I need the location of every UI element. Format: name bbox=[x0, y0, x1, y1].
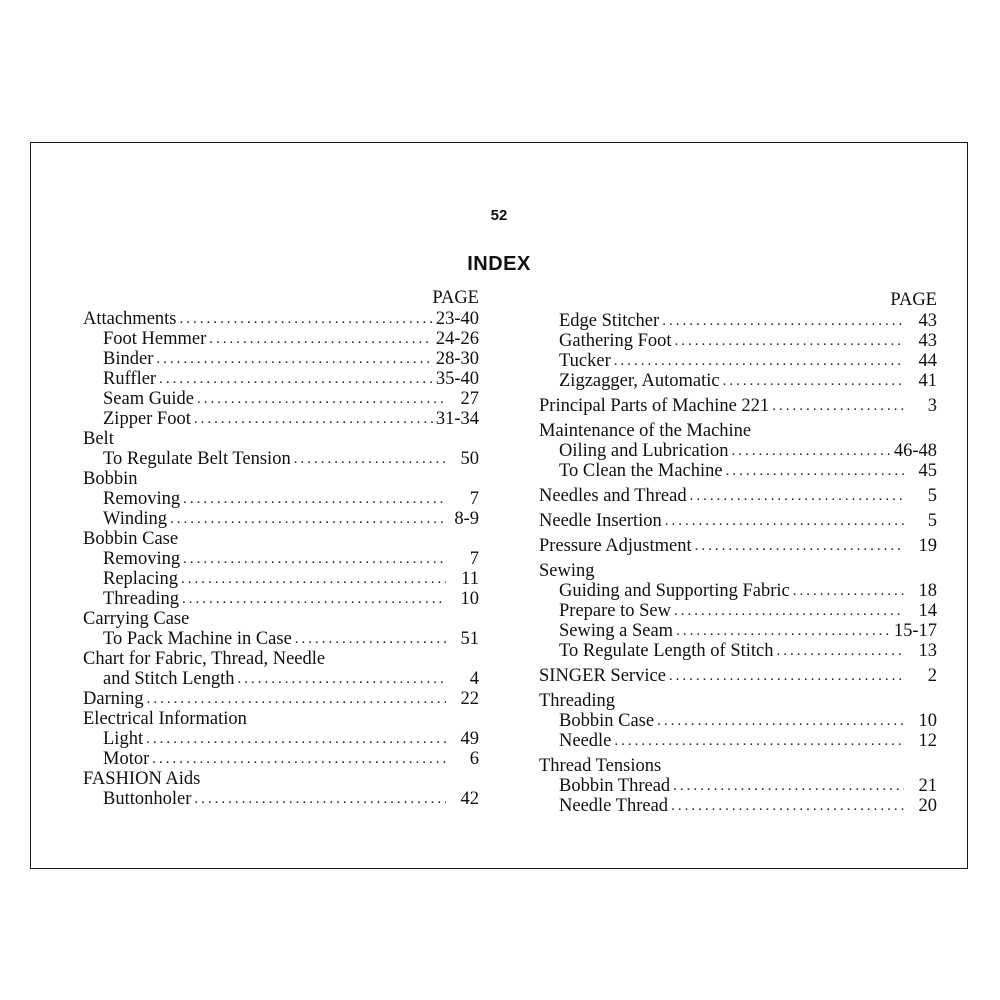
index-entry bbox=[539, 461, 937, 481]
leader-dots bbox=[669, 666, 904, 686]
entry-page: 41 bbox=[918, 371, 937, 391]
leader-dots bbox=[695, 536, 904, 556]
index-entry bbox=[83, 509, 479, 529]
index-entry bbox=[539, 641, 937, 661]
entry-page: 23-40 bbox=[435, 309, 479, 329]
entry-label: Sewing a Seam bbox=[559, 621, 674, 641]
leader-dots bbox=[732, 441, 891, 461]
index-entry bbox=[83, 749, 479, 769]
index-entry bbox=[83, 729, 479, 749]
leader-dots bbox=[180, 309, 433, 329]
index-entry bbox=[83, 329, 479, 349]
entry-label: Principal Parts of Machine 221 bbox=[539, 396, 770, 416]
index-entry bbox=[83, 669, 479, 689]
entry-label: Light bbox=[103, 729, 144, 749]
page-column-header: PAGE bbox=[890, 290, 937, 310]
leader-dots bbox=[665, 511, 904, 531]
entry-label: Replacing bbox=[103, 569, 179, 589]
index-entry bbox=[83, 389, 479, 409]
index-entry bbox=[539, 511, 937, 531]
index-entry bbox=[539, 601, 937, 621]
entry-page: 50 bbox=[460, 449, 479, 469]
leader-dots bbox=[295, 629, 446, 649]
index-column-right bbox=[539, 290, 937, 816]
leader-dots bbox=[197, 389, 446, 409]
entry-page: 7 bbox=[469, 489, 479, 509]
entry-page: 22 bbox=[460, 689, 479, 709]
index-entry bbox=[83, 489, 479, 509]
index-entry bbox=[83, 429, 479, 449]
entry-page: 5 bbox=[927, 511, 937, 531]
entry-page: 2 bbox=[927, 666, 937, 686]
entry-label: Needle bbox=[559, 731, 612, 751]
entry-label: Attachments bbox=[83, 309, 177, 329]
index-entry bbox=[539, 756, 937, 776]
leader-dots bbox=[614, 351, 904, 371]
index-title: INDEX bbox=[467, 253, 531, 275]
entry-label: Binder bbox=[103, 349, 154, 369]
index-entry bbox=[83, 349, 479, 369]
index-entry bbox=[539, 711, 937, 731]
index-entry bbox=[83, 629, 479, 649]
index-entry bbox=[83, 709, 479, 729]
entry-label: To Regulate Length of Stitch bbox=[559, 641, 774, 661]
entry-label: Oiling and Lubrication bbox=[559, 441, 729, 461]
entry-page: 10 bbox=[918, 711, 937, 731]
index-entry bbox=[539, 691, 937, 711]
entry-label: Gathering Foot bbox=[559, 331, 672, 351]
entry-label: Edge Stitcher bbox=[559, 311, 660, 331]
entry-page: 28-30 bbox=[435, 349, 479, 369]
entry-label: Zigzagger, Automatic bbox=[559, 371, 720, 391]
entry-page: 31-34 bbox=[435, 409, 479, 429]
index-entry bbox=[83, 549, 479, 569]
index-entry bbox=[83, 689, 479, 709]
leader-dots bbox=[614, 731, 904, 751]
index-entry bbox=[539, 486, 937, 506]
entry-label: Removing bbox=[103, 549, 181, 569]
entry-label: Electrical Information bbox=[83, 709, 247, 729]
entry-page: 7 bbox=[469, 549, 479, 569]
entry-label: Pressure Adjustment bbox=[539, 536, 692, 556]
entry-page: 44 bbox=[918, 351, 937, 371]
entry-label: Chart for Fabric, Thread, Needle bbox=[83, 649, 326, 669]
index-entry bbox=[539, 796, 937, 816]
leader-dots bbox=[194, 409, 433, 429]
entry-label: Tucker bbox=[559, 351, 611, 371]
index-entry bbox=[539, 776, 937, 796]
leader-dots bbox=[674, 601, 904, 621]
entry-label: Removing bbox=[103, 489, 181, 509]
index-entry bbox=[539, 731, 937, 751]
leader-dots bbox=[183, 489, 446, 509]
index-entry bbox=[539, 331, 937, 351]
entry-label: Bobbin bbox=[83, 469, 138, 489]
entry-label: Ruffler bbox=[103, 369, 157, 389]
leader-dots bbox=[182, 589, 446, 609]
entry-label: Threading bbox=[103, 589, 180, 609]
leader-dots bbox=[671, 796, 904, 816]
entry-page: 19 bbox=[918, 536, 937, 556]
entry-page: 21 bbox=[918, 776, 937, 796]
page-frame bbox=[30, 142, 968, 869]
entry-page: 45 bbox=[918, 461, 937, 481]
leader-dots bbox=[777, 641, 905, 661]
leader-dots bbox=[772, 396, 904, 416]
leader-dots bbox=[209, 329, 433, 349]
entry-page: 42 bbox=[460, 789, 479, 809]
leader-dots bbox=[793, 581, 904, 601]
entry-label: Threading bbox=[539, 691, 616, 711]
entry-page: 11 bbox=[461, 569, 479, 589]
entry-label: SINGER Service bbox=[539, 666, 666, 686]
leader-dots bbox=[676, 621, 891, 641]
entry-page: 51 bbox=[460, 629, 479, 649]
entry-page: 43 bbox=[918, 311, 937, 331]
entry-label: Needle Thread bbox=[559, 796, 669, 816]
index-entry bbox=[83, 569, 479, 589]
entry-label: Seam Guide bbox=[103, 389, 194, 409]
leader-dots bbox=[156, 349, 432, 369]
entry-label: FASHION Aids bbox=[83, 769, 201, 789]
index-entry bbox=[83, 609, 479, 629]
index-entry bbox=[539, 396, 937, 416]
entry-label: Carrying Case bbox=[83, 609, 190, 629]
entry-label: and Stitch Length bbox=[103, 669, 235, 689]
index-entry bbox=[539, 666, 937, 686]
index-entries bbox=[83, 309, 479, 809]
index-entry bbox=[83, 589, 479, 609]
entry-label: Needle Insertion bbox=[539, 511, 662, 531]
leader-dots bbox=[194, 789, 446, 809]
index-entry bbox=[539, 581, 937, 601]
index-entry bbox=[83, 369, 479, 389]
index-entry bbox=[83, 769, 479, 789]
leader-dots bbox=[159, 369, 433, 389]
index-entry bbox=[83, 789, 479, 809]
entry-label: To Regulate Belt Tension bbox=[103, 449, 291, 469]
index-entry bbox=[83, 449, 479, 469]
page-column-header: PAGE bbox=[432, 288, 479, 308]
leader-dots bbox=[146, 729, 446, 749]
entry-page: 24-26 bbox=[435, 329, 479, 349]
entry-page: 14 bbox=[918, 601, 937, 621]
leader-dots bbox=[690, 486, 904, 506]
entry-page: 13 bbox=[918, 641, 937, 661]
index-entry bbox=[539, 421, 937, 441]
entry-page: 4 bbox=[469, 669, 479, 689]
entry-label: Guiding and Supporting Fabric bbox=[559, 581, 790, 601]
index-entry bbox=[83, 529, 479, 549]
index-entry bbox=[83, 469, 479, 489]
entry-label: Motor bbox=[103, 749, 150, 769]
entry-label: Bobbin Case bbox=[83, 529, 179, 549]
page-number: 52 bbox=[490, 207, 508, 224]
entry-page: 46-48 bbox=[893, 441, 937, 461]
entry-page: 49 bbox=[460, 729, 479, 749]
entry-label: Zipper Foot bbox=[103, 409, 191, 429]
entry-label: Foot Hemmer bbox=[103, 329, 207, 349]
leader-dots bbox=[673, 776, 904, 796]
leader-dots bbox=[675, 331, 904, 351]
index-entry bbox=[83, 649, 479, 669]
entry-page: 6 bbox=[469, 749, 479, 769]
leader-dots bbox=[723, 371, 904, 391]
entry-page: 35-40 bbox=[435, 369, 479, 389]
index-entry bbox=[83, 309, 479, 329]
index-entry bbox=[83, 409, 479, 429]
entry-label: To Pack Machine in Case bbox=[103, 629, 292, 649]
leader-dots bbox=[152, 749, 446, 769]
entry-page: 18 bbox=[918, 581, 937, 601]
index-column-left bbox=[83, 288, 479, 809]
entry-label: Maintenance of the Machine bbox=[539, 421, 752, 441]
entry-page: 43 bbox=[918, 331, 937, 351]
entry-label: Sewing bbox=[539, 561, 595, 581]
entry-page: 15-17 bbox=[893, 621, 937, 641]
leader-dots bbox=[183, 549, 446, 569]
leader-dots bbox=[147, 689, 446, 709]
leader-dots bbox=[181, 569, 446, 589]
entry-label: Belt bbox=[83, 429, 114, 449]
entry-label: Bobbin Thread bbox=[559, 776, 671, 796]
entry-page: 3 bbox=[927, 396, 937, 416]
index-entry bbox=[539, 561, 937, 581]
leader-dots bbox=[170, 509, 446, 529]
entry-page: 8-9 bbox=[454, 509, 479, 529]
entry-page: 12 bbox=[918, 731, 937, 751]
entry-page: 20 bbox=[918, 796, 937, 816]
entry-label: Thread Tensions bbox=[539, 756, 662, 776]
index-entry bbox=[539, 351, 937, 371]
index-entry bbox=[539, 371, 937, 391]
index-entry bbox=[539, 311, 937, 331]
entry-label: Darning bbox=[83, 689, 144, 709]
leader-dots bbox=[657, 711, 904, 731]
leader-dots bbox=[238, 669, 446, 689]
leader-dots bbox=[294, 449, 446, 469]
entry-label: Bobbin Case bbox=[559, 711, 655, 731]
leader-dots bbox=[726, 461, 904, 481]
entry-label: Winding bbox=[103, 509, 168, 529]
entry-page: 27 bbox=[460, 389, 479, 409]
entry-page: 5 bbox=[927, 486, 937, 506]
entry-label: Needles and Thread bbox=[539, 486, 687, 506]
entry-label: Prepare to Sew bbox=[559, 601, 671, 621]
index-entry bbox=[539, 441, 937, 461]
index-entry bbox=[539, 536, 937, 556]
index-entries bbox=[539, 311, 937, 816]
entry-label: To Clean the Machine bbox=[559, 461, 723, 481]
leader-dots bbox=[662, 311, 904, 331]
index-entry bbox=[539, 621, 937, 641]
entry-label: Buttonholer bbox=[103, 789, 192, 809]
entry-page: 10 bbox=[460, 589, 479, 609]
